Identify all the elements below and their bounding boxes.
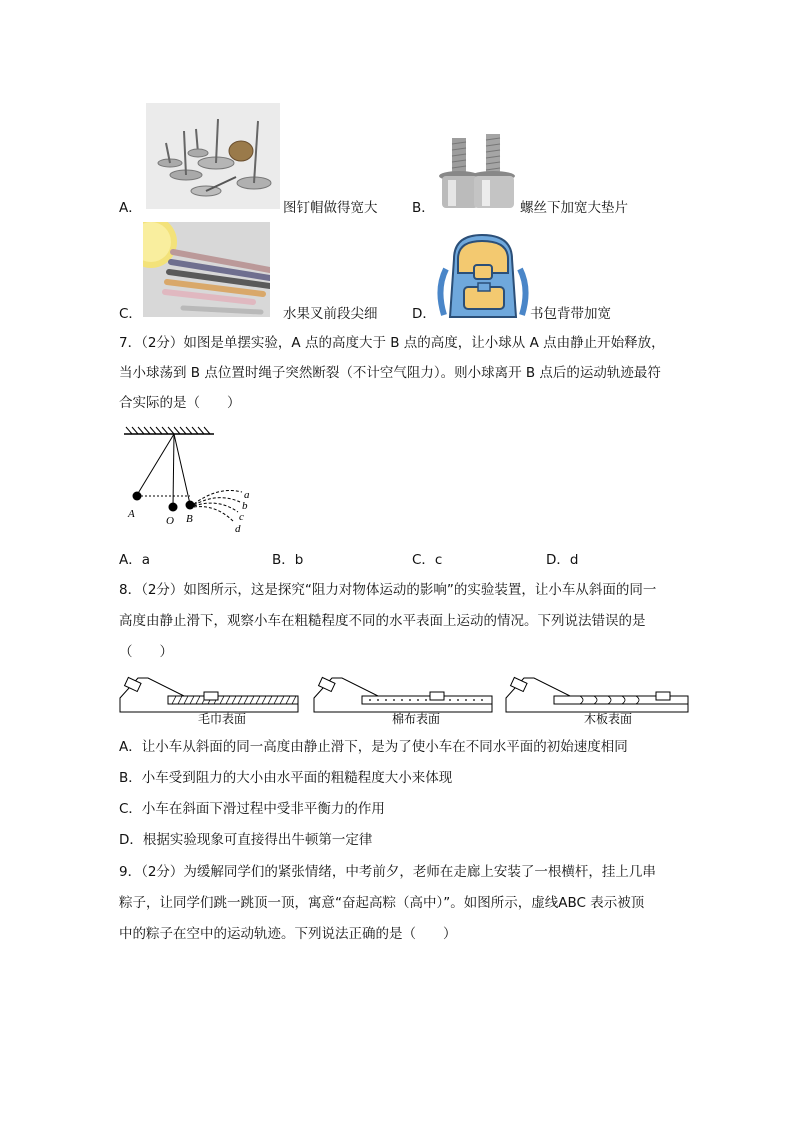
question-7-option-d: D．d bbox=[546, 552, 579, 568]
question-8-option-d: D．根据实验现象可直接得出牛顿第一定律 bbox=[119, 832, 373, 848]
question-8-line-3: （ ） bbox=[119, 644, 173, 660]
question-7-option-a: A．a bbox=[119, 552, 151, 568]
thumbtacks-image bbox=[146, 103, 280, 209]
question-7-line-2: 当小球荡到 B 点位置时绳子突然断裂（不计空气阻力）。则小球离开 B 点后的运动轨迹最符 bbox=[119, 365, 661, 381]
question-9-line-2: 粽子，让同学们跳一跳顶一顶，寓意“奋起高粽（高中）”。如图所示，虚线ABC 表示被顶 bbox=[119, 895, 645, 911]
option-text: 水果叉前段尖细 bbox=[283, 306, 378, 322]
question-8-option-b: B．小车受到阻力的大小由水平面的粗糙程度大小来体现 bbox=[119, 770, 453, 786]
option-text: 螺丝下加宽大垫片 bbox=[520, 200, 628, 216]
question-7-option-c: C．c bbox=[412, 552, 443, 568]
option-text: 书包背带加宽 bbox=[530, 306, 611, 322]
option-letter: C． bbox=[119, 306, 142, 322]
screws-image bbox=[434, 130, 518, 212]
question-8-option-c: C．小车在斜面下滑过程中受非平衡力的作用 bbox=[119, 801, 385, 817]
question-7-line-1: 7．（2分）如图是单摆实验，A 点的高度大于 B 点的高度，让小球从 A 点由静止开始释放， bbox=[119, 335, 665, 351]
label-b-point: B bbox=[186, 513, 193, 525]
question-8-line-2: 高度由静止滑下，观察小车在粗糙程度不同的水平表面上运动的情况。下列说法错误的是 bbox=[119, 613, 646, 629]
label-path-b: b bbox=[242, 500, 248, 512]
towel-surface-setup bbox=[120, 677, 298, 726]
cotton-surface-setup bbox=[314, 677, 492, 726]
pendulum-diagram bbox=[118, 424, 268, 536]
option-text: 图钉帽做得宽大 bbox=[283, 200, 378, 216]
label-o-point: O bbox=[166, 515, 174, 527]
question-9-line-3: 中的粽子在空中的运动轨迹。下列说法正确的是（ ） bbox=[119, 926, 457, 942]
wood-surface-setup bbox=[506, 677, 688, 726]
label-a-point: A bbox=[128, 508, 135, 520]
surface-label-towel: 毛巾表面 bbox=[198, 712, 247, 726]
question-7-line-3: 合实际的是（ ） bbox=[119, 395, 241, 411]
fruit-forks-image bbox=[143, 222, 270, 317]
option-letter: A． bbox=[119, 200, 142, 216]
option-letter: D． bbox=[412, 306, 436, 322]
question-7-option-b: B．b bbox=[272, 552, 304, 568]
question-8-option-a: A．让小车从斜面的同一高度由静止滑下，是为了使小车在不同水平面的初始速度相同 bbox=[119, 739, 628, 755]
question-9-line-1: 9．（2分）为缓解同学们的紧张情绪，中考前夕，老师在走廊上安装了一根横杆，挂上几串 bbox=[119, 864, 656, 880]
label-path-d: d bbox=[235, 523, 241, 535]
option-letter: B． bbox=[412, 200, 435, 216]
question-8-line-1: 8．（2分）如图所示，这是探究“阻力对物体运动的影响”的实验装置，让小车从斜面的同一 bbox=[119, 582, 657, 598]
surface-label-wood: 木板表面 bbox=[584, 712, 633, 726]
backpack-image bbox=[434, 229, 531, 322]
surface-label-cotton: 棉布表面 bbox=[392, 712, 441, 726]
label-path-c: c bbox=[239, 511, 244, 523]
friction-experiment-diagram bbox=[118, 672, 693, 730]
label-path-a: a bbox=[244, 489, 250, 501]
